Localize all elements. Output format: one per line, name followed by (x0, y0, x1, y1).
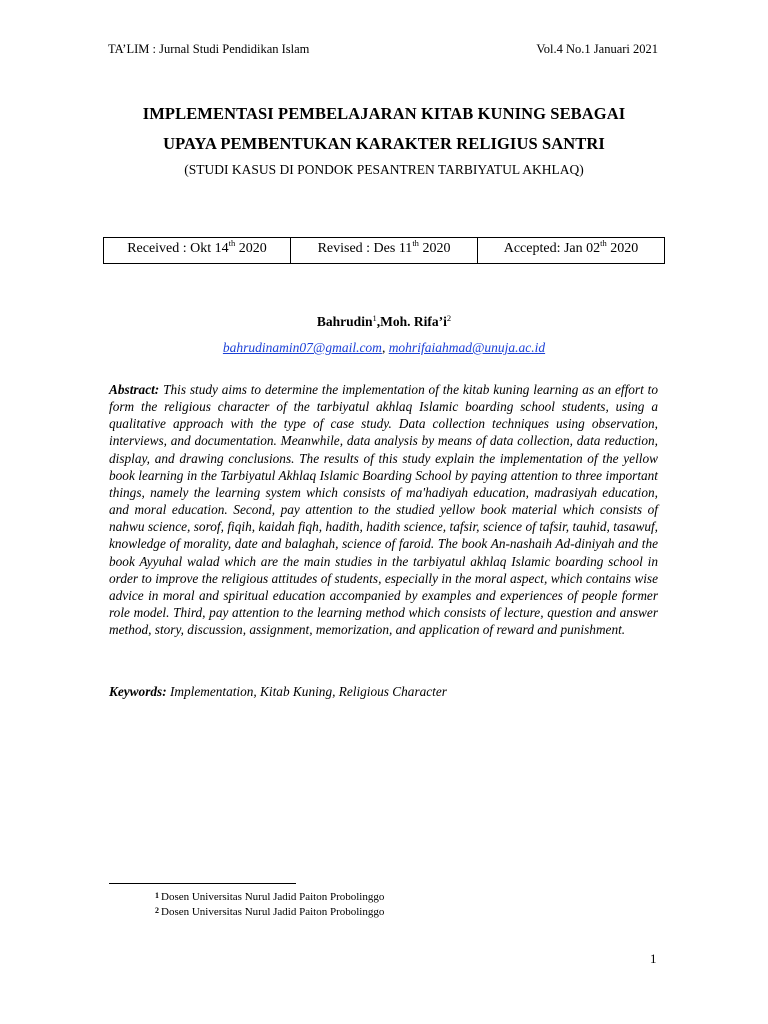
received-ordinal: th (228, 238, 236, 248)
footnote-separator (109, 883, 296, 884)
author-2-affiliation-mark: 2 (446, 313, 452, 323)
author-1-affiliation-mark: 1 (372, 313, 377, 323)
revised-ordinal: th (412, 238, 419, 248)
footnote-1 (155, 891, 384, 903)
accepted-label: Accepted: Jan 02 (503, 241, 601, 256)
accepted-ordinal: th (600, 238, 607, 248)
abstract-label: Abstract: (109, 382, 160, 397)
footnote-2 (155, 906, 384, 918)
email-separator: , (381, 340, 389, 355)
paper-subtitle: (STUDI KASUS DI PONDOK PESANTREN TARBIYATUL AKHLAQ) (184, 162, 584, 177)
running-header-volume: Vol.4 No.1 Januari 2021 (536, 42, 658, 56)
author-1: Bahrudin (316, 314, 373, 329)
abstract-text: This study aims to determine the implementation of the kitab kuning learning as an effort to form the religious character of the tarbiyatul akhlaq Islamic boarding school students, using a qualitative approach with the type of case study. Data collection techniques using observation, interviews, and documentation. Meanwhile, data analysis by means of data collection, data reduction, display, and drawing conclusions. The results of this study explain the implementation of the yellow book learning in the Tarbiyatul Akhlaq Islamic Boarding School by paying attention to three important things, namely the learning system which consists of ma'hadiyah education, madrasiyah education, and moral education. Second, pay attention to the studied yellow book material which consists of nahwu science, sorof, fiqih, kaidah fiqh, hadith, hadith science, tafsir, science of tafsir, tauhid, tasawuf, knowledge of morality, date and balaghah, science of faroid. The book An-nashaih Ad-diniyah and the book Ayyuhal walad which are the main studies in the tarbiyatul akhlaq Islamic boarding school in order to improve the religious attitudes of students, especially in the moral aspect, which contains wise advice in moral and spiritual education accompanied by examples and experiences of people former role model. Third, pay attention to the learning method which consists of lecture, question and answer method, story, discussion, assignment, memorization, and application of reward and punishment. (109, 382, 658, 638)
footnote-1-text: Dosen Universitas Nurul Jadid Paiton Probolinggo (161, 891, 385, 903)
running-header-journal: TA’LIM : Jurnal Studi Pendidikan Islam (108, 42, 310, 56)
accepted-year: 2020 (606, 241, 639, 256)
footnote-2-mark: 2 (155, 906, 159, 915)
keywords-label: Keywords: (109, 684, 167, 699)
revised-label: Revised : Des 11 (317, 241, 413, 256)
paper-title-line-1: IMPLEMENTASI PEMBELAJARAN KITAB KUNING SEBAGAI (142, 104, 626, 123)
author-separator: , (376, 314, 381, 329)
keywords-line (109, 684, 658, 700)
revised-year: 2020 (418, 241, 451, 256)
footnote-2-text: Dosen Universitas Nurul Jadid Paiton Probolinggo (161, 906, 385, 918)
abstract-paragraph (109, 381, 658, 638)
revised-date (290, 238, 477, 263)
keywords-text: Implementation, Kitab Kuning, Religious Character (166, 684, 447, 699)
author-2: Moh. Rifa’i (380, 314, 447, 329)
author-line (0, 314, 768, 330)
email-link-2[interactable]: mohrifaiahmad@unuja.ac.id (388, 340, 546, 355)
received-label: Received : Okt 14 (127, 241, 229, 256)
page-number: 1 (650, 951, 657, 966)
author-emails (0, 340, 768, 356)
footnote-1-mark: 1 (155, 891, 159, 900)
received-year: 2020 (235, 241, 267, 256)
accepted-date (477, 238, 664, 263)
email-link-1[interactable]: bahrudinamin07@gmail.com (222, 340, 382, 355)
submission-dates-table (103, 237, 665, 264)
paper-title-line-2: UPAYA PEMBENTUKAN KARAKTER RELIGIUS SANTRI (163, 134, 605, 153)
received-date (104, 238, 290, 263)
